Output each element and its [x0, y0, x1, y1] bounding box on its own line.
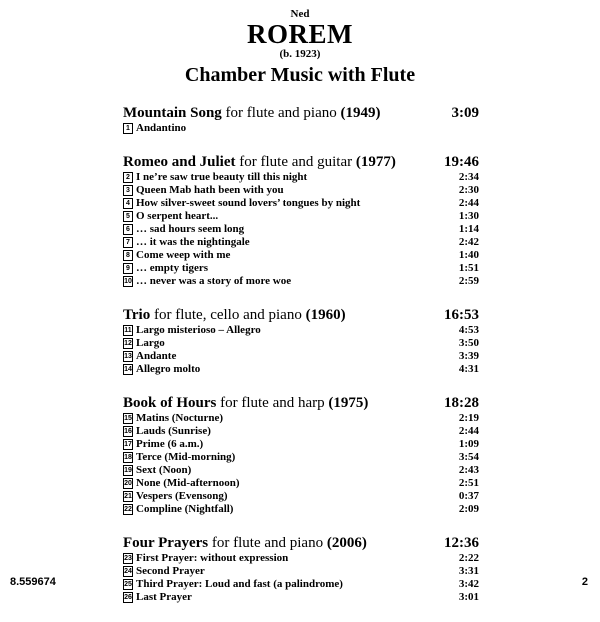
- track-title: … never was a story of more woe: [136, 275, 292, 287]
- track-row: [123, 477, 479, 490]
- track-duration: 0:37: [458, 490, 479, 502]
- track-number-box: 23: [124, 555, 132, 562]
- track-duration: 3:42: [458, 578, 479, 590]
- track-row: [123, 451, 479, 464]
- track-title: Second Prayer: [136, 565, 205, 577]
- track-row: [123, 464, 479, 477]
- work-heading: [123, 306, 479, 324]
- track-duration: 2:43: [458, 464, 479, 476]
- track-row: [123, 122, 479, 135]
- track-duration: 2:44: [458, 197, 479, 209]
- album-title: Chamber Music with Flute: [184, 64, 416, 86]
- work-year: (1977): [355, 154, 396, 170]
- work-instrumentation: for flute and piano: [211, 535, 324, 551]
- work-year: (2006): [326, 535, 367, 551]
- work-duration: 16:53: [444, 307, 479, 323]
- track-duration: 1:40: [458, 249, 479, 261]
- work-section: [123, 394, 479, 516]
- track-title: Lauds (Sunrise): [136, 425, 211, 437]
- track-row: [123, 425, 479, 438]
- track-number-box: 1: [123, 123, 133, 134]
- work-title: Romeo and Juliet: [123, 154, 236, 170]
- track-number-box: 10: [124, 278, 132, 285]
- track-row: [123, 197, 479, 210]
- composer-first-name: Ned: [290, 8, 310, 20]
- track-number-box: 16: [124, 428, 132, 435]
- track-title: Last Prayer: [136, 591, 192, 603]
- work-title: Four Prayers: [123, 535, 209, 551]
- work-section: [123, 306, 479, 376]
- album-header: [0, 8, 600, 87]
- track-number-box: 14: [124, 366, 132, 373]
- track-title: Prime (6 a.m.): [136, 438, 204, 450]
- track-row: [123, 223, 479, 236]
- track-row: [123, 337, 479, 350]
- track-row: [123, 249, 479, 262]
- track-title: Come weep with me: [136, 249, 231, 261]
- work-duration: 18:28: [444, 395, 479, 411]
- track-row: [123, 363, 479, 376]
- track-row: [123, 184, 479, 197]
- track-row: [123, 324, 479, 337]
- track-duration: 3:50: [458, 337, 479, 349]
- work-instrumentation: for flute and piano: [225, 105, 337, 121]
- track-duration: 1:09: [458, 438, 479, 450]
- track-title: Compline (Nightfall): [136, 503, 234, 515]
- track-row: [123, 578, 479, 591]
- track-row: [123, 350, 479, 363]
- track-title: Matins (Nocturne): [136, 412, 224, 424]
- track-listing: [123, 104, 479, 622]
- track-title: Andante: [136, 350, 177, 362]
- work-heading: [123, 153, 479, 171]
- track-number-box: 4: [123, 198, 133, 209]
- work-heading: [123, 394, 479, 412]
- track-number-box: 6: [123, 224, 133, 235]
- work-year: (1949): [340, 105, 381, 121]
- track-number-box: 24: [124, 568, 132, 575]
- track-row: [123, 412, 479, 425]
- work-duration: 3:09: [451, 105, 479, 121]
- track-title: Sext (Noon): [136, 464, 192, 476]
- track-duration: 3:54: [458, 451, 479, 463]
- track-duration: 2:22: [458, 552, 479, 564]
- track-row: [123, 438, 479, 451]
- work-section: [123, 153, 479, 288]
- track-number-box: 11: [124, 327, 132, 334]
- track-title: Third Prayer: Loud and fast (a palindrome): [136, 578, 343, 590]
- work-heading: [123, 104, 479, 122]
- track-number-box: 12: [124, 340, 132, 347]
- track-row: [123, 262, 479, 275]
- track-row: [123, 210, 479, 223]
- track-number-box: 21: [124, 493, 132, 500]
- track-number-box: 26: [124, 594, 132, 601]
- track-duration: 2:42: [458, 236, 479, 248]
- track-number-box: 17: [124, 441, 132, 448]
- track-duration: 1:51: [458, 262, 479, 274]
- work-title: Book of Hours: [123, 395, 217, 411]
- track-duration: 1:14: [458, 223, 479, 235]
- page-number: 2: [581, 576, 588, 588]
- track-duration: 3:39: [458, 350, 479, 362]
- track-number-box: 7: [123, 237, 133, 248]
- track-title: How silver-sweet sound lovers’ tongues by night: [136, 197, 361, 209]
- track-duration: 2:30: [458, 184, 479, 196]
- track-number-box: 18: [124, 454, 132, 461]
- work-instrumentation: for flute, cello and piano: [153, 307, 302, 323]
- track-number-box: 8: [123, 250, 133, 261]
- track-duration: 2:19: [458, 412, 479, 424]
- catalog-number: 8.559674: [10, 576, 56, 588]
- track-row: [123, 552, 479, 565]
- track-duration: 2:34: [458, 171, 479, 183]
- track-number-box: 19: [124, 467, 132, 474]
- track-title: Allegro molto: [136, 363, 201, 375]
- composer-dates: (b. 1923): [279, 48, 321, 60]
- track-duration: 4:53: [458, 324, 479, 336]
- track-title: Vespers (Evensong): [136, 490, 228, 502]
- track-duration: 1:30: [458, 210, 479, 222]
- track-number-box: 5: [123, 211, 133, 222]
- work-year: (1960): [305, 307, 346, 323]
- track-row: [123, 503, 479, 516]
- track-duration: 2:09: [458, 503, 479, 515]
- track-duration: 3:01: [458, 591, 479, 603]
- work-heading: [123, 534, 479, 552]
- track-title: … it was the nightingale: [136, 236, 250, 248]
- track-duration: 3:31: [458, 565, 479, 577]
- track-number-box: 9: [123, 263, 133, 274]
- track-title: I ne’re saw true beauty till this night: [136, 171, 308, 183]
- track-title: None (Mid-afternoon): [136, 477, 240, 489]
- track-title: Terce (Mid-morning): [136, 451, 236, 463]
- track-title: … sad hours seem long: [136, 223, 245, 235]
- track-number-box: 13: [124, 353, 132, 360]
- track-duration: 2:59: [458, 275, 479, 287]
- track-row: [123, 171, 479, 184]
- track-number-box: 2: [123, 172, 133, 183]
- work-section: [123, 534, 479, 604]
- track-number-box: 20: [124, 480, 132, 487]
- work-year: (1975): [328, 395, 369, 411]
- track-row: [123, 490, 479, 503]
- track-duration: 2:44: [458, 425, 479, 437]
- work-title: Trio: [123, 307, 151, 323]
- track-number-box: 3: [123, 185, 133, 196]
- track-title: First Prayer: without expression: [136, 552, 289, 564]
- work-duration: 12:36: [444, 535, 479, 551]
- work-duration: 19:46: [444, 154, 479, 170]
- track-title: Largo misterioso – Allegro: [136, 324, 261, 336]
- track-row: [123, 236, 479, 249]
- track-number-box: 25: [124, 581, 132, 588]
- composer-last-name: ROREM: [247, 19, 353, 49]
- track-duration: 4:31: [458, 363, 479, 375]
- work-section: [123, 104, 479, 135]
- track-number-box: 15: [124, 415, 132, 422]
- track-title: Largo: [136, 337, 165, 349]
- track-title: Andantino: [136, 122, 187, 134]
- work-instrumentation: for flute and guitar: [239, 154, 353, 170]
- track-duration: 2:51: [458, 477, 479, 489]
- track-title: … empty tigers: [136, 262, 209, 274]
- track-title: O serpent heart...: [136, 210, 219, 222]
- work-title: Mountain Song: [123, 105, 222, 121]
- track-title: Queen Mab hath been with you: [136, 184, 284, 196]
- track-row: [123, 591, 479, 604]
- work-instrumentation: for flute and harp: [220, 395, 325, 411]
- track-row: [123, 565, 479, 578]
- track-row: [123, 275, 479, 288]
- track-number-box: 22: [124, 506, 132, 513]
